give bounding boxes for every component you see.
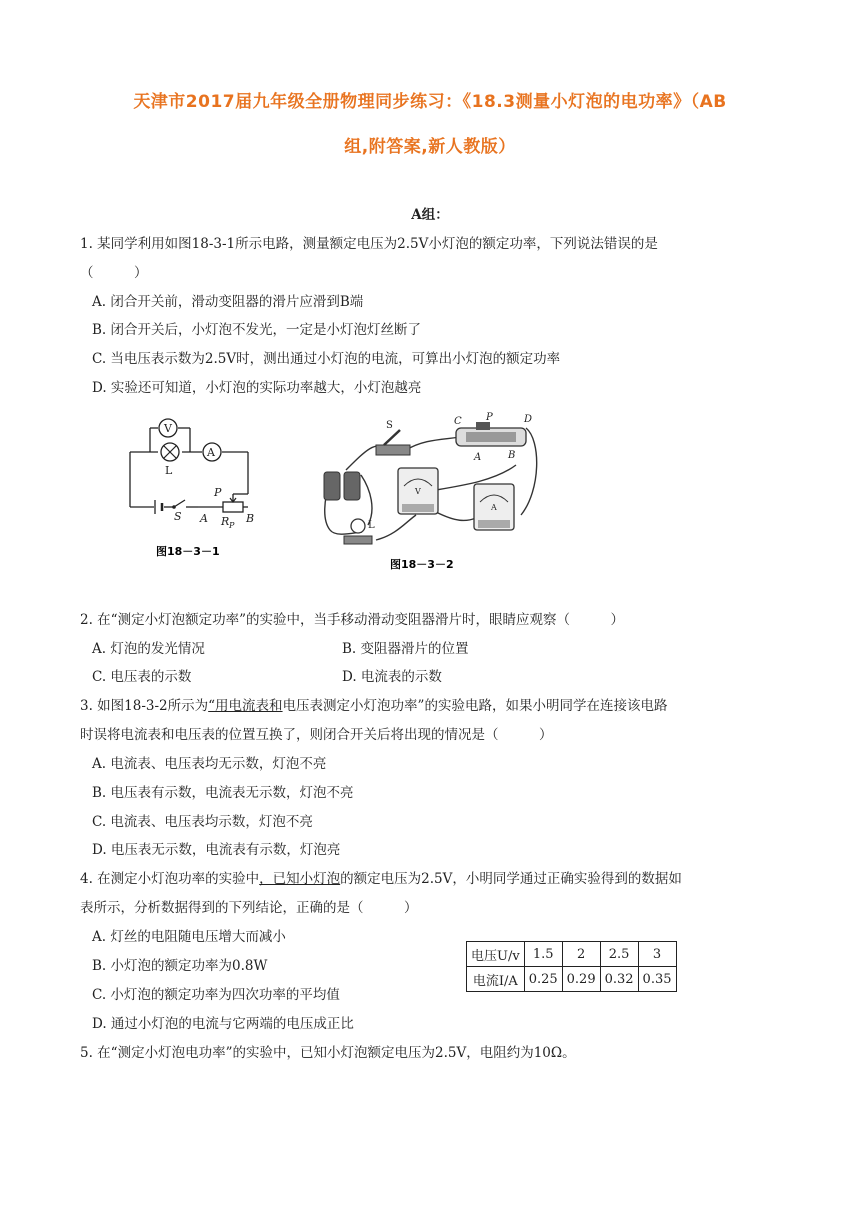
q3-stem-post: 电压表测定小灯泡功率”的实验电路，如果小明同学在连接该电路: [282, 698, 668, 714]
fig1-caption: 图18－3－1: [156, 545, 220, 558]
fig1-label-s: S: [174, 510, 182, 523]
table-cell: 1.5: [524, 942, 562, 967]
q4-stem-pre: 4. 在测定小灯泡功率的实验中: [80, 871, 260, 887]
fig2-label-b: B: [508, 450, 516, 461]
rheostat-device: [456, 422, 526, 446]
fig1-label-rp-sub: P: [229, 521, 235, 530]
fig2-label-l: L: [368, 520, 375, 531]
table-row: [467, 967, 677, 992]
rheostat-symbol: [223, 502, 243, 512]
q4-option-b: B. 小灯泡的额定功率为0.8W: [92, 958, 268, 974]
table-cell: 0.25: [524, 967, 562, 992]
fig2-label-s: S: [386, 420, 393, 431]
fig2-label-am: A: [491, 503, 497, 512]
fig1-label-v: V: [164, 422, 172, 435]
q2-option-c: C. 电压表的示数: [92, 669, 192, 685]
q3-option-d: D. 电压表无示数，电流表有示数，灯泡亮: [92, 842, 341, 858]
q3-stem-pre: 3. 如图18-3-2所示为: [80, 698, 209, 714]
battery-cell-2: [344, 472, 360, 500]
q4-option-d: D. 通过小灯泡的电流与它两端的电压成正比: [92, 1016, 354, 1032]
fig1-label-p: P: [214, 486, 222, 499]
q2-option-d: D. 电流表的示数: [342, 669, 442, 685]
fig2-label-p: P: [486, 412, 493, 423]
q4-stem-line2: 表所示，分析数据得到的下列结论，正确的是（ ）: [80, 900, 418, 916]
q1-stem: 1. 某同学利用如图18-3-1所示电路，测量额定电压为2.5V小灯泡的额定功率，下列说法错误的是: [80, 236, 658, 252]
table-cell: 0.35: [638, 967, 676, 992]
q4-stem-underlined: ，已知小灯泡: [259, 871, 341, 887]
q4-stem-post: 的额定电压为2.5V，小明同学通过正确实验得到的数据如: [340, 871, 682, 887]
q3-stem-line2: 时误将电流表和电压表的位置互换了，则闭合开关后将出现的情况是（ ）: [80, 727, 553, 743]
q3-option-b: B. 电压表有示数，电流表无示数，灯泡不亮: [92, 785, 354, 801]
q4-option-c: C. 小灯泡的额定功率为四次功率的平均值: [92, 987, 340, 1003]
switch-symbol: [174, 500, 185, 507]
table-row-label: 电压U/v: [467, 942, 525, 967]
q2-option-a: A. 灯泡的发光情况: [92, 641, 205, 657]
q1-option-d: D. 实验还可知道，小灯泡的实际功率越大，小灯泡越亮: [92, 380, 422, 396]
q1-option-b: B. 闭合开关后，小灯泡不发光，一定是小灯泡灯丝断了: [92, 322, 422, 338]
table-cell: 3: [638, 942, 676, 967]
q4-option-a: A. 灯丝的电阻随电压增大而减小: [92, 929, 286, 945]
q3-stem-underlined: “用电流表和: [208, 698, 283, 714]
q3-option-c: C. 电流表、电压表均示数，灯泡不亮: [92, 814, 313, 830]
circuit-diagram-18-3-1: [118, 412, 268, 567]
table-cell: 2: [562, 942, 600, 967]
fig1-label-rp: R: [221, 515, 230, 528]
doc-title-line2: 组,附答案,新人教版）: [344, 137, 516, 157]
table-cell: 0.32: [600, 967, 638, 992]
q4-data-table: [466, 941, 677, 992]
fig1-label-end-b: B: [246, 512, 255, 525]
fig1-label-end-a: A: [200, 512, 208, 525]
doc-title-line1: 天津市2017届九年级全册物理同步练习：《18.3测量小灯泡的电功率》（AB: [133, 92, 727, 112]
circuit-photo-18-3-2: [316, 410, 546, 580]
q2-stem: 2. 在“测定小灯泡额定功率”的实验中，当手移动滑动变阻器滑片时，眼睛应观察（ ）: [80, 612, 624, 628]
fig2-label-a: A: [474, 452, 482, 463]
switch-device: [376, 430, 410, 455]
fig2-label-v: V: [415, 487, 421, 496]
fig2-caption: 图18－3－2: [390, 558, 454, 571]
q2-option-b: B. 变阻器滑片的位置: [342, 641, 469, 657]
q3-stem-line1: [80, 694, 667, 714]
q1-option-c: C. 当电压表示数为2.5V时，测出通过小灯泡的电流，可算出小灯泡的额定功率: [92, 351, 561, 367]
section-a-heading: A组：: [411, 207, 449, 223]
table-row: [467, 942, 677, 967]
table-cell: 0.29: [562, 967, 600, 992]
battery-cell-1: [324, 472, 340, 500]
q4-stem-line1: [80, 867, 682, 887]
q5-stem: 5. 在“测定小灯泡电功率”的实验中，已知小灯泡额定电压为2.5V，电阻约为10Ω。: [80, 1045, 576, 1061]
q1-option-a: A. 闭合开关前，滑动变阻器的滑片应滑到B端: [92, 294, 364, 310]
table-cell: 2.5: [600, 942, 638, 967]
q1-stem-paren: （ ）: [80, 265, 148, 281]
q3-option-a: A. 电流表、电压表均无示数，灯泡不亮: [92, 756, 327, 772]
fig2-label-d: D: [524, 414, 533, 425]
table-row-label: 电流I/A: [467, 967, 525, 992]
fig1-label-a: A: [207, 446, 215, 459]
fig1-label-l: L: [165, 464, 173, 477]
fig2-label-c: C: [454, 416, 462, 427]
